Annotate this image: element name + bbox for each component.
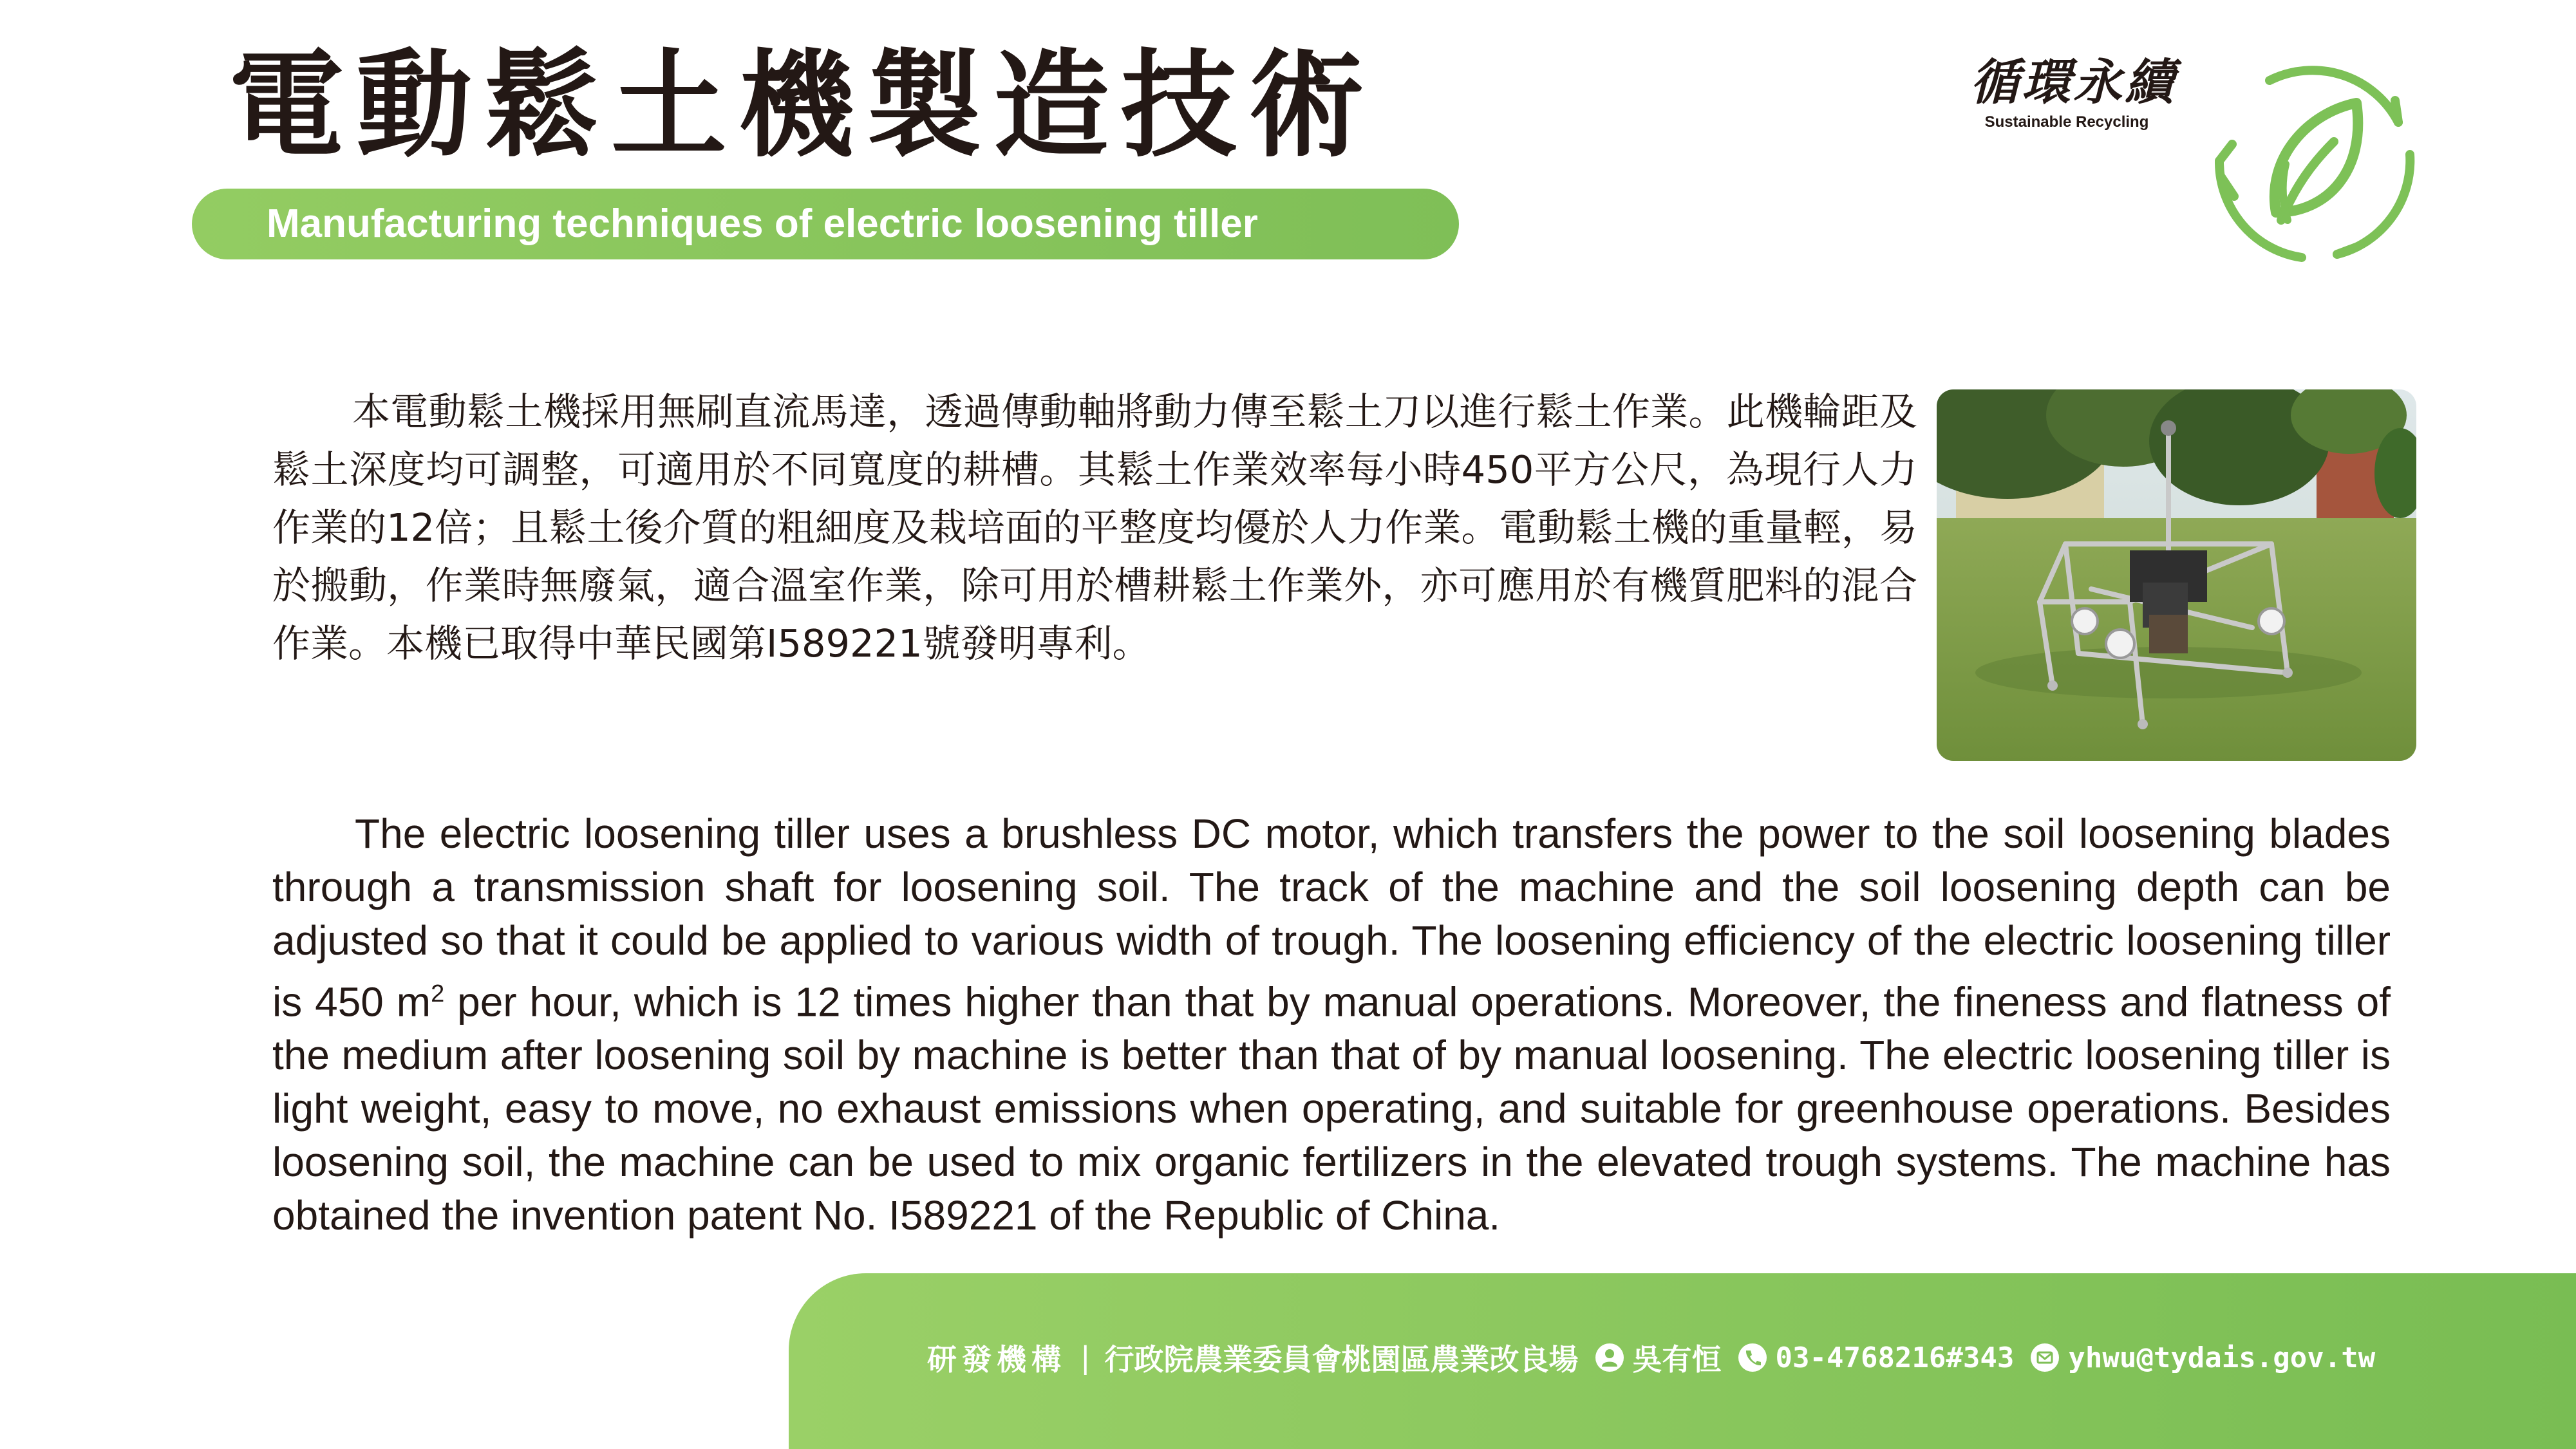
org-name: 行政院農業委員會桃園區農業改良場 (1104, 1342, 1579, 1377)
description-en-part2: per hour, which is 12 times higher than that by manual operations. Moreover, the fineness and flatness of the medium after loosening soil by machine is better than that of by manual loosening. The electric loosening tiller is light weight, easy to move, no exhaust emissions when operating, and suitable for greenhouse operations. Besides loosening soil, the machine can be used to mix organic fertilizers in the elevated trough systems. The machine has obtained the invention patent No. I589221 of the Republic of China. (272, 978, 2391, 1239)
person-icon (1595, 1343, 1624, 1372)
electric-loosening-tiller-photo (1937, 389, 2416, 761)
logo-name-zh: 循環永續 (1970, 53, 2176, 111)
email-icon (2031, 1343, 2059, 1372)
subtitle-banner (192, 189, 1459, 259)
footer-contact-line (927, 1335, 2375, 1380)
description-zh: 本電動鬆土機採用無刷直流馬達，透過傳動軸將動力傳至鬆土刀以進行鬆土作業。此機輪距及鬆土深度均可調整，可適用於不同寬度的耕槽。其鬆土作業效率每小時450平方公尺，為現行人力作業的12倍；且鬆土後介質的粗細度及栽培面的平整度均優於人力作業。電動鬆土機的重量輕，易於搬動，作業時無廢氣，適合溫室作業，除可用於槽耕鬆土作業外，亦可應用於有機質肥料的混合作業。本機已取得中華民國第I589221號發明專利。 (272, 389, 1917, 666)
footer-bar (789, 1273, 2576, 1449)
phone-icon (1738, 1343, 1767, 1372)
contact-phone: 03-4768216#343 (1775, 1341, 2015, 1374)
contact-email[interactable]: yhwu@tydais.gov.tw (2068, 1341, 2376, 1374)
leaf-recycle-icon (2205, 51, 2424, 270)
page-title: 電動鬆土機製造技術 (229, 39, 1377, 173)
description-en (272, 807, 2391, 1242)
description-en-part1: The electric loosening tiller uses a brushless DC motor, which transfers the power to the soil loosening blades through a transmission shaft for loosening soil. The track of the machine and the soil loosening depth can be adjusted so that it could be applied to various width of trough. The loosening efficiency of the electric loosening tiller is 450 m (272, 810, 2391, 1025)
org-label: 研發機構 (927, 1342, 1066, 1377)
contact-name: 吳有恒 (1632, 1342, 1722, 1377)
unit-superscript: 2 (431, 980, 445, 1007)
footer-separator: | (1080, 1340, 1091, 1375)
subtitle-text: Manufacturing techniques of electric loosening tiller (267, 201, 1258, 246)
logo-name-en: Sustainable Recycling (1984, 113, 2149, 131)
logo-text (1970, 51, 2176, 131)
